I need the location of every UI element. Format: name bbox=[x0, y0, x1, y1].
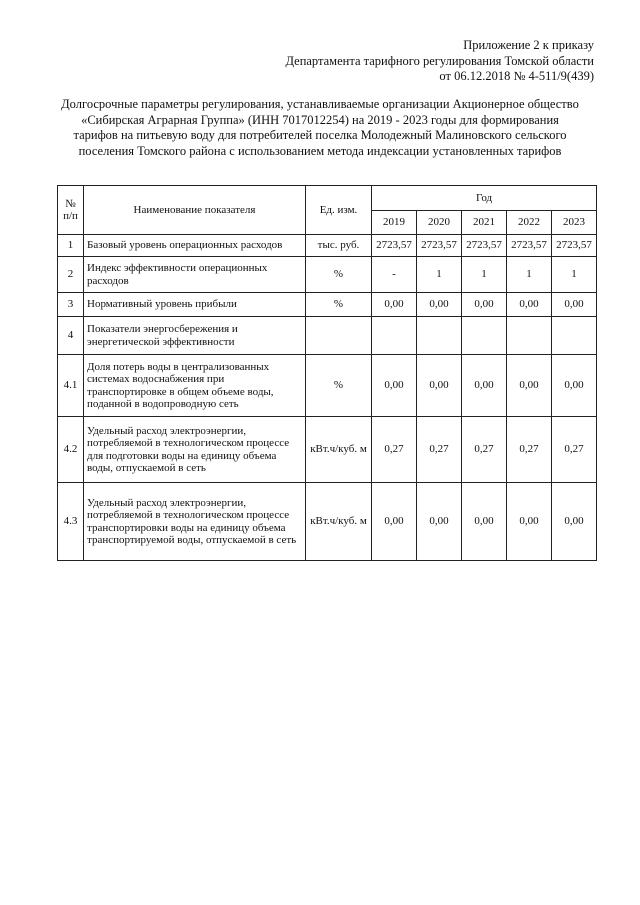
table-row bbox=[58, 355, 597, 417]
row-value: 2723,57 bbox=[462, 235, 507, 257]
row-name: Индекс эффективности операционных расходов bbox=[84, 257, 306, 293]
row-unit bbox=[306, 317, 372, 355]
header-unit: Ед. изм. bbox=[306, 186, 372, 235]
table-row bbox=[58, 483, 597, 561]
row-value: 0,27 bbox=[507, 417, 552, 483]
row-value: 0,00 bbox=[552, 293, 597, 317]
document-title: Долгосрочные параметры регулирования, устанавливаемые организации Акционерное общество «Сибирская Аграрная Группа» (ИНН 7017012254) на 2019 - 2023 годы для формирования тарифов на питьевую воду для потребителей поселка Молодежный Малиновского сельского поселения Томского района с использованием метода индексации установленных тарифов bbox=[61, 97, 579, 158]
header-year: 2019 bbox=[372, 211, 417, 235]
row-value bbox=[372, 317, 417, 355]
row-num: 2 bbox=[58, 257, 84, 293]
header-year: 2023 bbox=[552, 211, 597, 235]
header-year: 2021 bbox=[462, 211, 507, 235]
header-year-group: Год bbox=[372, 186, 597, 211]
row-value: 0,00 bbox=[507, 483, 552, 561]
row-num: 3 bbox=[58, 293, 84, 317]
table-row bbox=[58, 417, 597, 483]
row-value: 0,00 bbox=[507, 293, 552, 317]
row-value: 0,27 bbox=[552, 417, 597, 483]
row-value: - bbox=[372, 257, 417, 293]
row-value: 2723,57 bbox=[507, 235, 552, 257]
row-num: 4.3 bbox=[58, 483, 84, 561]
table-row bbox=[58, 317, 597, 355]
row-name: Показатели энергосбережения и энергетической эффективности bbox=[84, 317, 306, 355]
row-unit: % bbox=[306, 355, 372, 417]
row-num: 4.2 bbox=[58, 417, 84, 483]
row-name: Удельный расход электроэнергии, потребляемой в технологическом процессе транспортировки воды на единицу объема транспортируемой воды, отпускаемой в сеть bbox=[84, 483, 306, 561]
row-value bbox=[552, 317, 597, 355]
row-value: 0,00 bbox=[507, 355, 552, 417]
row-num: 4 bbox=[58, 317, 84, 355]
header-line-order-date: от 06.12.2018 № 4-511/9(439) bbox=[439, 69, 594, 83]
row-value bbox=[462, 317, 507, 355]
table-row bbox=[58, 257, 597, 293]
document-header bbox=[174, 38, 594, 85]
table-row bbox=[58, 293, 597, 317]
row-value: 0,27 bbox=[462, 417, 507, 483]
row-value: 0,00 bbox=[462, 293, 507, 317]
row-name: Удельный расход электроэнергии, потребляемой в технологическом процессе для подготовки воды на единицу объема воды, отпускаемой в сеть bbox=[84, 417, 306, 483]
header-line-department: Департамента тарифного регулирования Томской области bbox=[285, 53, 594, 68]
row-unit: кВт.ч/куб. м bbox=[306, 483, 372, 561]
row-value: 0,00 bbox=[462, 355, 507, 417]
row-value: 0,00 bbox=[372, 483, 417, 561]
row-unit: кВт.ч/куб. м bbox=[306, 417, 372, 483]
row-num: 1 bbox=[58, 235, 84, 257]
row-value: 0,00 bbox=[552, 355, 597, 417]
row-value bbox=[417, 317, 462, 355]
row-value: 2723,57 bbox=[372, 235, 417, 257]
header-year: 2020 bbox=[417, 211, 462, 235]
row-value: 1 bbox=[417, 257, 462, 293]
row-value: 1 bbox=[507, 257, 552, 293]
row-value: 1 bbox=[462, 257, 507, 293]
header-name: Наименование показателя bbox=[84, 186, 306, 235]
row-value: 0,00 bbox=[462, 483, 507, 561]
row-value: 2723,57 bbox=[417, 235, 462, 257]
row-value: 0,00 bbox=[417, 483, 462, 561]
header-num: № п/п bbox=[58, 186, 84, 235]
row-value: 1 bbox=[552, 257, 597, 293]
row-unit: тыс. руб. bbox=[306, 235, 372, 257]
row-name: Нормативный уровень прибыли bbox=[84, 293, 306, 317]
row-value: 0,27 bbox=[417, 417, 462, 483]
table-row bbox=[58, 235, 597, 257]
row-value: 0,00 bbox=[372, 355, 417, 417]
row-value: 0,27 bbox=[372, 417, 417, 483]
row-num: 4.1 bbox=[58, 355, 84, 417]
row-value: 0,00 bbox=[552, 483, 597, 561]
row-value bbox=[507, 317, 552, 355]
header-year: 2022 bbox=[507, 211, 552, 235]
row-value: 0,00 bbox=[417, 293, 462, 317]
row-unit: % bbox=[306, 293, 372, 317]
row-name: Доля потерь воды в централизованных системах водоснабжения при транспортировке в общем объеме воды, поданной в водопроводную сеть bbox=[84, 355, 306, 417]
row-value: 2723,57 bbox=[552, 235, 597, 257]
row-value: 0,00 bbox=[417, 355, 462, 417]
row-unit: % bbox=[306, 257, 372, 293]
parameters-table bbox=[57, 185, 597, 561]
header-line-appendix: Приложение 2 к приказу bbox=[463, 38, 594, 52]
row-value: 0,00 bbox=[372, 293, 417, 317]
row-name: Базовый уровень операционных расходов bbox=[84, 235, 306, 257]
